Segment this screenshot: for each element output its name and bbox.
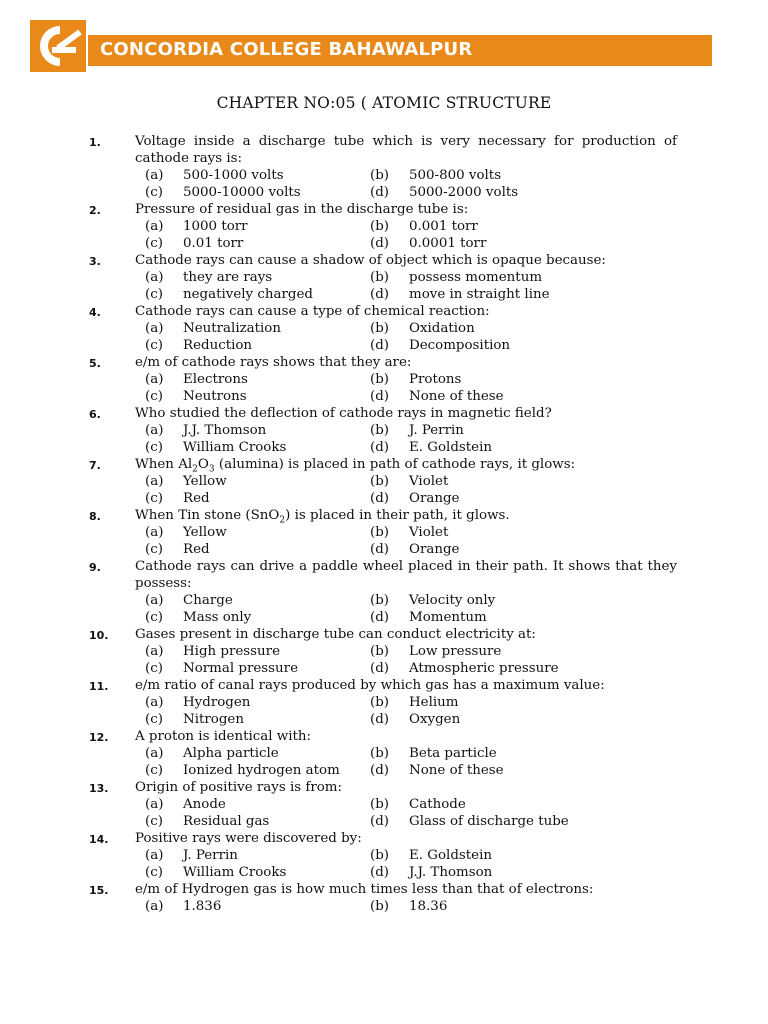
question-text: e/m of cathode rays shows that they are:: [135, 355, 412, 370]
options-group: [145, 371, 675, 405]
question-number: 4.: [89, 306, 101, 319]
option-text: Momentum: [409, 610, 487, 625]
option-text: J.J. Thomson: [183, 423, 267, 438]
option-text: Residual gas: [183, 814, 270, 829]
option-label: (b): [370, 474, 390, 489]
option-label: (c): [145, 610, 163, 625]
question-text: Origin of positive rays is from:: [135, 780, 342, 795]
question-item: [0, 507, 768, 558]
option-text: Electrons: [183, 372, 248, 387]
options-row: [145, 235, 675, 252]
option-text: J.J. Thomson: [409, 865, 493, 880]
option-label: (a): [145, 372, 164, 387]
option-label: (d): [370, 236, 390, 251]
options-group: [145, 320, 675, 354]
options-row: [145, 660, 675, 677]
question-text: Who studied the deflection of cathode rays in magnetic field?: [135, 406, 552, 421]
option-text: Protons: [409, 372, 462, 387]
option-text: 1000 torr: [183, 219, 248, 234]
question-item: [0, 830, 768, 881]
option-text: 500-1000 volts: [183, 168, 284, 183]
options-row: [145, 813, 675, 830]
option-label: (b): [370, 372, 390, 387]
options-row: [145, 167, 675, 184]
option-label: (a): [145, 644, 164, 659]
question-text: Pressure of residual gas in the discharge tube is:: [135, 202, 469, 217]
option-text: Yellow: [183, 474, 227, 489]
option-text: Orange: [409, 491, 460, 506]
question-text: When Tin stone (SnO$_2$) is placed in their path, it glows.: [135, 508, 510, 526]
options-group: [145, 473, 675, 507]
options-group: [145, 745, 675, 779]
options-row: [145, 439, 675, 456]
option-text: 0.0001 torr: [409, 236, 487, 251]
question-text: When $Al_2O_3$ (alumina) is placed in path of cathode rays, it glows:: [135, 457, 576, 475]
option-label: (c): [145, 661, 163, 676]
options-group: [145, 796, 675, 830]
question-text: Voltage inside a discharge tube which is very necessary for production of cathode rays is:: [135, 134, 677, 166]
options-group: [145, 592, 675, 626]
option-text: move in straight line: [409, 287, 550, 302]
option-text: Red: [183, 491, 210, 506]
option-label: (b): [370, 797, 390, 812]
college-name: CONCORDIA COLLEGE BAHAWALPUR: [100, 39, 473, 60]
question-number: 8.: [89, 510, 101, 523]
options-row: [145, 711, 675, 728]
option-text: Nitrogen: [183, 712, 244, 727]
option-label: (a): [145, 899, 164, 914]
option-label: (d): [370, 440, 390, 455]
option-text: Atmospheric pressure: [409, 661, 559, 676]
option-label: (a): [145, 219, 164, 234]
option-label: (d): [370, 389, 390, 404]
options-row: [145, 609, 675, 626]
option-label: (d): [370, 185, 390, 200]
options-group: [145, 167, 675, 201]
options-group: [145, 694, 675, 728]
question-item: [0, 881, 768, 915]
question-text: A proton is identical with:: [135, 729, 312, 744]
option-text: 1.836: [183, 899, 222, 914]
option-text: Cathode: [409, 797, 466, 812]
question-text: Cathode rays can cause a shadow of object which is opaque because:: [135, 253, 606, 268]
option-text: Reduction: [183, 338, 253, 353]
question-item: [0, 133, 768, 201]
option-label: (c): [145, 763, 163, 778]
options-group: [145, 898, 675, 915]
option-text: J. Perrin: [409, 423, 464, 438]
options-row: [145, 898, 675, 915]
option-text: Yellow: [183, 525, 227, 540]
option-text: Orange: [409, 542, 460, 557]
option-text: Red: [183, 542, 210, 557]
option-text: Hydrogen: [183, 695, 251, 710]
option-label: (b): [370, 899, 390, 914]
options-row: [145, 320, 675, 337]
options-group: [145, 422, 675, 456]
option-text: Violet: [409, 525, 449, 540]
option-text: Helium: [409, 695, 459, 710]
question-item: [0, 303, 768, 354]
option-text: Ionized hydrogen atom: [183, 763, 340, 778]
option-label: (c): [145, 440, 163, 455]
option-text: 18.36: [409, 899, 448, 914]
option-label: (a): [145, 321, 164, 336]
option-text: Anode: [183, 797, 226, 812]
question-number: 14.: [89, 833, 109, 846]
option-label: (b): [370, 321, 390, 336]
option-text: possess momentum: [409, 270, 543, 285]
option-text: William Crooks: [183, 865, 287, 880]
option-label: (d): [370, 287, 390, 302]
option-label: (c): [145, 287, 163, 302]
option-text: Velocity only: [409, 593, 496, 608]
option-label: (a): [145, 474, 164, 489]
option-text: High pressure: [183, 644, 281, 659]
option-label: (d): [370, 338, 390, 353]
question-number: 12.: [89, 731, 109, 744]
option-text: Neutrons: [183, 389, 247, 404]
options-row: [145, 524, 675, 541]
question-number: 1.: [89, 136, 101, 149]
options-row: [145, 422, 675, 439]
option-text: 5000-2000 volts: [409, 185, 519, 200]
option-label: (a): [145, 695, 164, 710]
option-text: Charge: [183, 593, 233, 608]
question-item: [0, 354, 768, 405]
option-text: William Crooks: [183, 440, 287, 455]
options-group: [145, 643, 675, 677]
option-label: (a): [145, 797, 164, 812]
option-label: (c): [145, 865, 163, 880]
option-label: (b): [370, 695, 390, 710]
option-label: (a): [145, 168, 164, 183]
options-row: [145, 184, 675, 201]
option-label: (b): [370, 525, 390, 540]
question-item: [0, 456, 768, 507]
options-row: [145, 643, 675, 660]
option-text: Glass of discharge tube: [409, 814, 569, 829]
chapter-title: CHAPTER NO:05 ( ATOMIC STRUCTURE: [216, 94, 552, 112]
option-label: (c): [145, 389, 163, 404]
option-label: (c): [145, 491, 163, 506]
option-text: Decomposition: [409, 338, 511, 353]
concordia-logo-icon: [30, 20, 86, 72]
question-item: [0, 252, 768, 303]
option-label: (a): [145, 746, 164, 761]
option-text: 5000-10000 volts: [183, 185, 301, 200]
question-item: [0, 201, 768, 252]
option-label: (c): [145, 185, 163, 200]
question-number: 9.: [89, 561, 101, 574]
option-label: (b): [370, 848, 390, 863]
question-number: 10.: [89, 629, 109, 642]
option-label: (b): [370, 423, 390, 438]
question-list: [0, 133, 768, 915]
option-label: (d): [370, 763, 390, 778]
option-label: (d): [370, 542, 390, 557]
option-text: negatively charged: [183, 287, 313, 302]
option-label: (c): [145, 712, 163, 727]
option-label: (b): [370, 746, 390, 761]
option-label: (a): [145, 525, 164, 540]
option-text: Mass only: [183, 610, 252, 625]
question-text: Gases present in discharge tube can conduct electricity at:: [135, 627, 536, 642]
options-row: [145, 490, 675, 507]
options-row: [145, 796, 675, 813]
option-label: (a): [145, 593, 164, 608]
option-label: (a): [145, 423, 164, 438]
option-label: (a): [145, 270, 164, 285]
question-text: e/m of Hydrogen gas is how much times less than that of electrons:: [135, 882, 594, 897]
option-label: (b): [370, 168, 390, 183]
options-row: [145, 694, 675, 711]
options-row: [145, 388, 675, 405]
question-item: [0, 405, 768, 456]
options-row: [145, 541, 675, 558]
question-item: [0, 677, 768, 728]
question-item: [0, 626, 768, 677]
question-number: 6.: [89, 408, 101, 421]
question-number: 11.: [89, 680, 109, 693]
option-text: None of these: [409, 389, 504, 404]
options-row: [145, 864, 675, 881]
option-label: (d): [370, 712, 390, 727]
option-label: (c): [145, 814, 163, 829]
option-text: they are rays: [183, 270, 273, 285]
option-text: Alpha particle: [183, 746, 279, 761]
option-text: E. Goldstein: [409, 440, 492, 455]
option-text: Oxidation: [409, 321, 475, 336]
question-number: 5.: [89, 357, 101, 370]
option-label: (a): [145, 848, 164, 863]
options-row: [145, 337, 675, 354]
options-row: [145, 847, 675, 864]
option-text: Neutralization: [183, 321, 281, 336]
option-text: 500-800 volts: [409, 168, 502, 183]
option-text: None of these: [409, 763, 504, 778]
question-text: Cathode rays can cause a type of chemical reaction:: [135, 304, 490, 319]
options-group: [145, 524, 675, 558]
college-header-banner: [30, 20, 712, 72]
option-text: 0.001 torr: [409, 219, 478, 234]
question-item: [0, 728, 768, 779]
question-text: Cathode rays can drive a paddle wheel placed in their path. It shows that they possess:: [135, 559, 677, 591]
option-text: Violet: [409, 474, 449, 489]
question-number: 13.: [89, 782, 109, 795]
options-row: [145, 762, 675, 779]
question-number: 15.: [89, 884, 109, 897]
option-label: (d): [370, 610, 390, 625]
option-text: 0.01 torr: [183, 236, 244, 251]
question-item: [0, 558, 768, 626]
option-label: (b): [370, 270, 390, 285]
options-row: [145, 371, 675, 388]
options-row: [145, 218, 675, 235]
option-label: (d): [370, 865, 390, 880]
option-label: (b): [370, 593, 390, 608]
options-row: [145, 473, 675, 490]
option-text: Oxygen: [409, 712, 461, 727]
option-label: (d): [370, 814, 390, 829]
option-label: (b): [370, 219, 390, 234]
option-label: (c): [145, 338, 163, 353]
option-text: Normal pressure: [183, 661, 298, 676]
options-row: [145, 592, 675, 609]
option-label: (b): [370, 644, 390, 659]
options-group: [145, 269, 675, 303]
question-text: Positive rays were discovered by:: [135, 831, 362, 846]
option-label: (c): [145, 236, 163, 251]
option-label: (d): [370, 491, 390, 506]
options-group: [145, 847, 675, 881]
question-number: 7.: [89, 459, 101, 472]
options-group: [145, 218, 675, 252]
option-text: E. Goldstein: [409, 848, 492, 863]
question-text: e/m ratio of canal rays produced by which gas has a maximum value:: [135, 678, 605, 693]
options-row: [145, 745, 675, 762]
question-number: 3.: [89, 255, 101, 268]
options-row: [145, 286, 675, 303]
question-number: 2.: [89, 204, 101, 217]
option-text: J. Perrin: [183, 848, 238, 863]
question-item: [0, 779, 768, 830]
options-row: [145, 269, 675, 286]
option-text: Low pressure: [409, 644, 502, 659]
option-text: Beta particle: [409, 746, 497, 761]
option-label: (d): [370, 661, 390, 676]
option-label: (c): [145, 542, 163, 557]
